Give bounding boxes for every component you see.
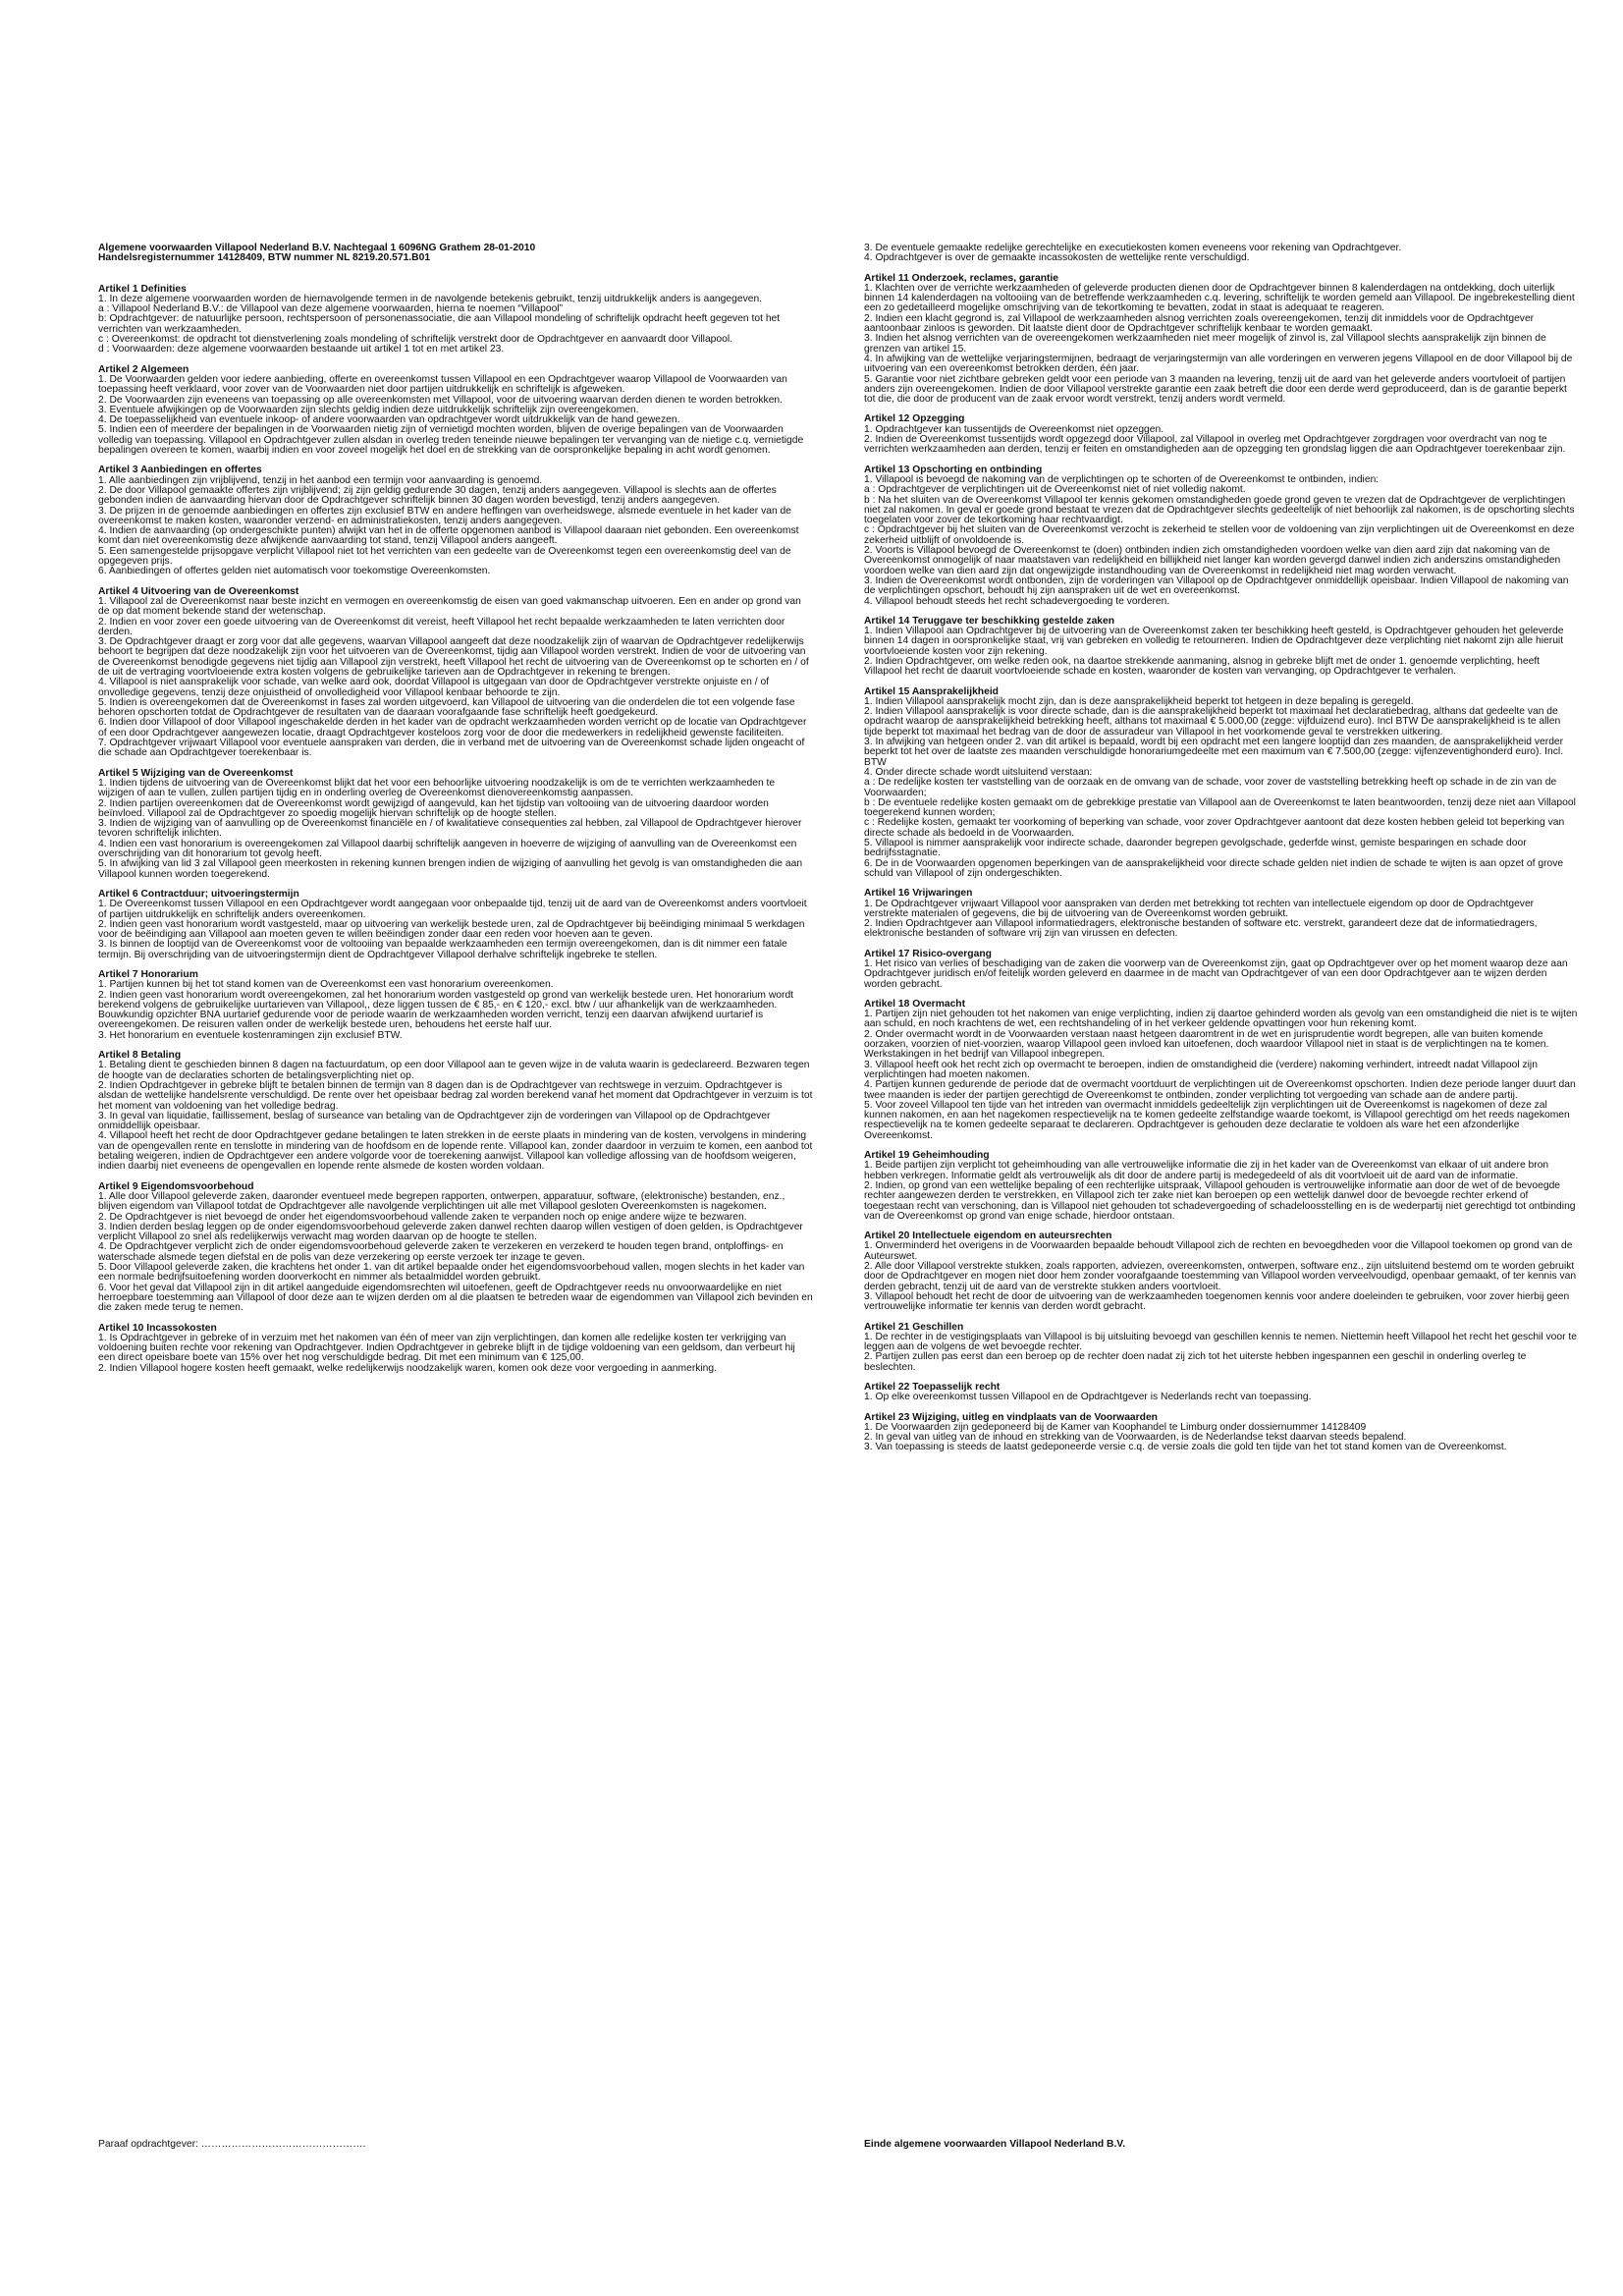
article-paragraph: 2. Indien Villapool hogere kosten heeft gemaakt, welke redelijkerwijs noodzakelijk waren, komen ook deze voor vergoeding in aanmerking. [98, 1362, 718, 1374]
article-paragraph: 2. De Voorwaarden zijn eveneens van toepassing op alle overeenkomsten met Villapool, voor de uitvoering waarvan derden dienen te worden betrokken. [98, 394, 784, 406]
article-paragraph: 1. Opdrachtgever kan tussentijds de Overeenkomst niet opzeggen. [864, 423, 1164, 435]
article-paragraph: 4. Onder directe schade wordt uitsluitend verstaan: [864, 766, 1093, 778]
article-paragraph: 1. Klachten over de verrichte werkzaamheden of geleverde producten dienen door de Opdrachtgever binnen 8 kalenderdagen na ontdekking, doch uiterlijk binnen 14 kalenderdagen na voltooiing van de betreffende werkzaamheden c.q. levering, schriftelijk te worden gemeld aan Villapool. De ingebrekestelling dient een zo gedetailleerd mogelijke omschrijving van de tekortkoming te bevatten, zodat in staat is adequaat te reageren. [864, 282, 1575, 314]
article-paragraph: 3. Van toepassing is steeds de laatst gedeponeerde versie c.q. de versie zoals die gold ten tijde van het tot stand komen van de Overeenkomst. [864, 1442, 1507, 1453]
article-paragraph: 1. Onverminderd het overigens in de Voorwaarden bepaalde behoudt Villapool zich de rechten en bevoegdheden voor die Villapool toekomen op grond van de Auteurswet. [864, 1240, 1573, 1262]
article-paragraph: 3. In geval van liquidatie, faillissement, beslag of surseance van betaling van de Opdrachtgever zijn de vorderingen van Villapool op de Opdrachtgever onmiddellijk opeisbaar. [98, 1110, 771, 1132]
article-paragraph: 7. Opdrachtgever vrijwaart Villapool voor eventuele aanspraken van derden, die in verband met de uitvoering van de Overeenkomst schade lijden ongeacht of die schade aan Opdrachtgever toerekenbaar is. [98, 738, 805, 759]
article-paragraph: 1. Betaling dient te geschieden binnen 8 dagen na factuurdatum, op een door Villapool aan te geven wijze in de valuta waarin is gedeclareerd. Bezwaren tegen de hoogte van de declaraties schorten de betalingsverplichting niet op. [98, 1060, 810, 1081]
article [98, 1051, 813, 1173]
article [864, 950, 1579, 990]
left-articles [98, 285, 813, 1374]
article [864, 1151, 1579, 1222]
article-paragraph: 1. In deze algemene voorwaarden worden de hiernavolgende termen in de navolgende betekenis gebruikt, tenzij uitdrukkelijk anders is aangegeven. [98, 293, 763, 304]
article-paragraph: 6. Aanbiedingen of offertes gelden niet automatisch voor toekomstige Overeenkomsten. [98, 566, 491, 577]
article [864, 414, 1579, 455]
article-title: Artikel 11 Onderzoek, reclames, garantie [864, 272, 1059, 284]
article-title: Artikel 2 Algemeen [98, 363, 189, 375]
article [864, 1383, 1579, 1403]
article-paragraph: 1. Beide partijen zijn verplicht tot geheimhouding van alle vertrouwelijke informatie die zij in het kader van de Overeenkomst van elkaar of uit andere bron hebben verkregen. Informatie geldt als vertrouwelijk als dit door de andere partij is medegedeeld of als dit voortvloeit uit de aard van de informatie. [864, 1160, 1549, 1181]
article-paragraph: 6. De in de Voorwaarden opgenomen beperkingen van de aansprakelijkheid voor directe schade gelden niet indien de schade te wijten is aan opzet of grove schuld van Villapool of zijn ondergeschikten. [864, 857, 1564, 879]
article [98, 465, 813, 576]
article-paragraph: 4. Opdrachtgever is over de gemaakte incassokosten de wettelijke rente verschuldigd. [864, 252, 1250, 264]
article-paragraph: 1. Indien Villapool aansprakelijk mocht zijn, dan is deze aansprakelijkheid beperkt tot hetgeen in deze bepaling is geregeld. [864, 695, 1414, 707]
article-paragraph: 1. Alle door Villapool geleverde zaken, daaronder eventueel mede begrepen rapporten, ontwerpen, apparatuur, software, (elektronische) bestanden, enz., blijven eigendom van Villapool totdat de Opdrachtgever alle navolgende verplichtingen uit alle met Villapool gesloten Overeenkomsten is nagekomen. [98, 1190, 785, 1213]
article [98, 365, 813, 457]
article [864, 465, 1579, 607]
article-paragraph: 2. Indien Opdrachtgever, om welke reden ook, na daartoe strekkende aanmaning, alsnog in gebreke blijft met de onder 1. genoemde verplichting, heeft Villapool het recht de daaruit voortvloeiende schade en kosten, waaronder de kosten van vervanging, op Opdrachtgever te verhalen. [864, 655, 1541, 678]
article-title: Artikel 18 Overmacht [864, 998, 966, 1010]
article-paragraph: 1. De Voorwaarden gelden voor iedere aanbieding, offerte en overeenkomst tussen Villapool en een Opdrachtgever waarop Villapool de Voorwaarden van toepassing heeft verklaard, voor zover van de Voorwaarden niet door partijen uitdrukkelijk en schriftelijk is afgeweken. [98, 373, 787, 396]
article-paragraph: 3. Indien het alsnog verrichten van de overeengekomen werkzaamheden niet meer mogelijk of zinvol is, zal Villapool slechts aansprakelijk zijn binnen de grenzen van artikel 15. [864, 333, 1546, 355]
article-paragraph: 3. Indien de wijziging van of aanvulling op de Overeenkomst financiële en / of kwalitatieve consequenties zal hebben, zal Villapool de Opdrachtgever hierover tevoren schriftelijk inlichten. [98, 818, 802, 840]
article-paragraph: c : Redelijke kosten, gemaakt ter voorkoming of beperking van schade, voor zover Opdrachtgever aantoont dat deze kosten hebben geleid tot beperking van directe schade als bedoeld in de Voorwaarden. [864, 817, 1565, 839]
article-paragraph: 1. Het risico van verlies of beschadiging van de zaken die voorwerp van de Overeenkomst zijn, gaat op Opdrachtgever over op het moment waarop deze aan Opdrachtgever juridisch en/of feitelijk worden geleverd en daarmee in de macht van Opdrachtgever of van een door Opdrachtgever aan te wijzen derden worden gebracht. [864, 958, 1568, 990]
article-title: Artikel 17 Risico-overgang [864, 948, 992, 959]
article-paragraph: 3. De Opdrachtgever draagt er zorg voor dat alle gegevens, waarvan Villapool aangeeft dat deze noodzakelijk zijn of waarvan de Opdrachtgever redelijkerwijs behoort te begrijpen dat deze noodzakelijk zijn voor het uitvoeren van de Overeenkomst, tijdig aan Villapool worden verstrekt. Indien de voor de uitvoering van de Overeenkomst benodigde gegevens niet tijdig aan Villapool zijn verstrekt, heeft Villapool het recht de uitvoering van de Overeenkomst op te schorten en / of de uit de vertraging voortvloeiende extra kosten volgens de gebruikelijke tarieven aan de Opdrachtgever in rekening te brengen. [98, 636, 809, 678]
article-paragraph: 2. Indien Opdrachtgever aan Villapool informatiedragers, elektronische bestanden of software etc. verstrekt, garandeert deze dat de informatiedragers, elektronische bestanden of software vrij zijn van virussen en defecten. [864, 918, 1538, 940]
article-paragraph: 2. Indien, op grond van een wettelijke bepaling of een rechterlijke uitspraak, Villapool gehouden is vertrouwelijke informatie aan door de wet of de bevoegde rechter aangewezen derden te verstrekken, en Villapool zich ter zake niet kan beroepen op een wettelijk danwel door de bevoegde rechter erkend of toegestaan recht van verschoning, dan is Villapool niet gehouden tot schadevergoeding of schadeloosstelling en is de wederpartij niet gerechtigd tot ontbinding van de Overeenkomst op grond van enige schade, hierdoor ontstaan. [864, 1179, 1576, 1222]
article-paragraph: c : Overeenkomst: de opdracht tot dienstverlening zoals mondeling of schriftelijk verstrekt door de Opdrachtgever en aanvaardt door Villapool. [98, 334, 733, 346]
article [98, 769, 813, 880]
article-paragraph: 3. De eventuele gemaakte redelijke gerechtelijke en executiekosten komen eveneens voor rekening van Opdrachtgever. [864, 243, 1402, 253]
article-title: Artikel 14 Teruggave ter beschikking gestelde zaken [864, 615, 1115, 627]
article-title: Artikel 4 Uitvoering van de Overeenkomst [98, 585, 299, 597]
article-paragraph: a : Villapool Nederland B.V.: de Villapool van deze algemene voorwaarden, hierna te noemen “Villapool” [98, 303, 564, 315]
paraaf-line: Paraaf opdrachtgever: …………………………………………. [98, 2139, 366, 2150]
article-paragraph: 5. Voor zoveel Villapool ten tijde van het intreden van overmacht inmiddels gedeeltelijk zijn verplichtingen uit de Overeenkomst is nagekomen of deze zal kunnen nakomen, en aan het nagekomen respectievelijk na te komen gedeelte zelfstandige waarde toekomt, is Villapool gerechtigd om het reeds nagekomen respectievelijk na te komen gedeelte separaat te declareren. Opdrachtgever is gehouden deze declaratie te voldoen als ware het een afzonderlijke Overeenkomst. [864, 1099, 1570, 1141]
header-line-company: Algemene voorwaarden Villapool Nederland B.V. Nachtegaal 1 6096NG Grathem 28-01-2010 [98, 243, 536, 253]
article [864, 274, 1579, 406]
article-paragraph: 2. Indien partijen overeenkomen dat de Overeenkomst wordt gewijzigd of aangevuld, kan het tijdstip van voltooiing van de uitvoering daardoor worden beïnvloed. Villapool zal de Opdrachtgever zo spoedig mogelijk hiervan schriftelijk op de hoogte stellen. [98, 797, 769, 819]
right-column [864, 244, 1579, 1463]
article [864, 1000, 1579, 1141]
article-paragraph: 4. Indien een vast honorarium is overeengekomen zal Villapool daarbij schriftelijk aangeven in hoeverre de wijziging of aanvulling van de Overeenkomst een overschrijding van dit honorarium tot gevolg heeft. [98, 838, 797, 860]
article-paragraph: a : De redelijke kosten ter vaststelling van de oorzaak en de omvang van de schade, voor zover de vaststelling betrekking heeft op schade in de zin van de Voorwaarden; [864, 777, 1557, 798]
article-paragraph: 3. Indien derden beslag leggen op de onder eigendomsvoorbehoud geleverde zaken danwel rechten daarop willen vestigen of doen gelden, is Opdrachtgever verplicht Villapool zo snel als redelijkerwijs verwacht mag worden daarvan op de hoogte te stellen. [98, 1221, 803, 1243]
article-paragraph: 1. De rechter in de vestigingsplaats van Villapool is bij uitsluiting bevoegd van geschillen kennis te nemen. Niettemin heeft Villapool het recht het geschil voor te leggen aan de volgens de wet bevoegde rechter. [864, 1331, 1577, 1353]
article-paragraph: 4. Villapool behoudt steeds het recht schadevergoeding te vorderen. [864, 595, 1170, 607]
article-paragraph: d : Voorwaarden: deze algemene voorwaarden bestaande uit artikel 1 tot en met artikel 23. [98, 344, 505, 355]
article-paragraph: b : Na het sluiten van de Overeenkomst Villapool ter kennis gekomen omstandigheden goede grond geven te vrezen dat de Opdrachtgever de verplichtingen niet zal nakomen. In geval er goede grond bestaat te vrezen dat de Opdrachtgever slechts gedeeltelijk of niet behoorlijk zal nakomen, is de opschorting slechts toegelaten voor zover de tekortkoming haar rechtvaardigt. [864, 494, 1575, 526]
article-paragraph: 1. De Opdrachtgever vrijwaart Villapool voor aanspraken van derden met betrekking tot rechten van intellectuele eigendom op door de Opdrachtgever verstrekte materialen of gegevens, die bij de uitvoering van de Overeenkomst worden gebruikt. [864, 898, 1535, 919]
article [98, 1324, 813, 1374]
article-paragraph: 1. Is Opdrachtgever in gebreke of in verzuim met het nakomen van één of meer van zijn verplichtingen, dan komen alle redelijke kosten ter verkrijging van voldoening buiten rechte voor rekening van Opdrachtgever. Indien Opdrachtgever in gebreke blijft in de tijdige voldoening van een geldsom, dan verbeurt hij een direct opeisbare boete van 15% over het nog verschuldigde bedrag. Dit met een minimum van € 125,00. [98, 1332, 795, 1364]
article-paragraph: 5. Indien een of meerdere der bepalingen in de Voorwaarden nietig zijn of vernietigd mochten worden, blijven de overige bepalingen van de Voorwaarden volledig van toepassing. Villapool en Opdrachtgever zullen alsdan in overleg treden teneinde nieuwe bepalingen ter vervanging van de nietige c.q. vernietigde bepalingen overeen te komen, waarbij indien en voor zoveel mogelijk het doel en de strekking van de oorspronkelijke bepaling in acht wordt genomen. [98, 424, 804, 457]
article-title: Artikel 7 Honorarium [98, 969, 198, 980]
article-title: Artikel 13 Opschorting en ontbinding [864, 464, 1043, 475]
article [864, 889, 1579, 939]
article-title: Artikel 21 Geschillen [864, 1321, 964, 1333]
article-paragraph: 4. Villapool is niet aansprakelijk voor schade, van welke aard ook, doordat Villapool is uitgegaan van door de Opdrachtgever verstrekte onjuiste en / of onvolledige gegevens, tenzij deze onjuistheid of onvolledigheid voor Villapool kenbaar behoorde te zijn. [98, 677, 770, 698]
article-title: Artikel 1 Definities [98, 283, 187, 295]
left-column [98, 244, 813, 1384]
end-of-terms: Einde algemene voorwaarden Villapool Nederland B.V. [864, 2139, 1126, 2150]
header-line-registration: Handelsregisternummer 14128409, BTW nummer NL 8219.20.571.B01 [98, 252, 431, 264]
article-paragraph: 1. Indien Villapool aan Opdrachtgever bij de uitvoering van de Overeenkomst zaken ter beschikking heeft gesteld, is Opdrachtgever gehouden het geleverde binnen 14 dagen in oorspronkelijke staat, vrij van gebreken en volledig te retourneren. Indien de Opdrachtgever deze verplichting niet nakomt zijn alle hieruit voortvloeiende kosten voor zijn rekening. [864, 626, 1564, 657]
article-paragraph: 3. De prijzen in de genoemde aanbiedingen en offertes zijn exclusief BTW en andere heffingen van overheidswege, alsmede eventuele in het kader van de overeenkomst te maken kosten, waaronder verzend- en administratiekosten, tenzij anders aangegeven. [98, 505, 791, 526]
article-paragraph: 4. Villapool heeft het recht de door Opdrachtgever gedane betalingen te laten strekken in de eerste plaats in mindering van de kosten, vervolgens in mindering van de opengevallen rente en tenslotte in mindering van de hoofdsom en de lopende rente. Villapool kan, zonder daardoor in verzuim te komen, een aanbod tot betaling weigeren, indien de Opdrachtgever een andere volgorde voor de toerekening aanwijst. Villapool kan volledige aflossing van de hoofdsom weigeren, indien daarbij niet eveneens de opengevallen en lopende rente alsmede de kosten worden voldaan. [98, 1130, 813, 1173]
article-paragraph: 6. Indien door Villapool of door Villapool ingeschakelde derden in het kader van de opdracht werkzaamheden worden verricht op de locatie van Opdrachtgever of een door Opdrachtgever aangewezen locatie, draagt Opdrachtgever kosteloos zorg voor de door die medewerkers in redelijkheid gewenste faciliteiten. [98, 717, 807, 738]
article-title: Artikel 10 Incassokosten [98, 1322, 217, 1334]
article [864, 617, 1579, 678]
article [864, 1231, 1579, 1312]
article-paragraph: 2. Indien een klacht gegrond is, zal Villapool de werkzaamheden alsnog verrichten zoals overeengekomen, tenzij dit inmiddels voor de Opdrachtgever aantoonbaar zinloos is geworden. Dit laatste dient door de Opdrachtgever schriftelijk kenbaar te worden gemaakt. [864, 312, 1535, 335]
article-title: Artikel 5 Wijziging van de Overeenkomst [98, 767, 294, 779]
article-paragraph: 5. Indien is overeengekomen dat de Overeenkomst in fases zal worden uitgevoerd, kan Villapool de uitvoering van die onderdelen die tot een volgende fase behoren opschorten totdat de Opdrachtgever de resultaten van de daaraan voorafgaande fase schriftelijk heeft goedgekeurd. [98, 696, 795, 719]
article-paragraph: 4. De toepasselijkheid van eventuele inkoop- of andere voorwaarden van opdrachtgever wordt uitdrukkelijk van de hand gewezen. [98, 414, 680, 426]
article-paragraph: 5. Door Villapool geleverde zaken, die krachtens het onder 1. van dit artikel bepaalde onder het eigendomsvoorbehoud vallen, mogen slechts in het kader van een normale bedrijfsuitoefening worden doorverkocht en nimmer als betaalmiddel worden gebruikt. [98, 1262, 805, 1284]
article [98, 285, 813, 355]
article-title: Artikel 15 Aansprakelijkheid [864, 685, 999, 697]
article-paragraph: 4. De Opdrachtgever verplicht zich de onder eigendomsvoorbehoud geleverde zaken te verzekeren en verzekerd te houden tegen brand, ontploffings- en waterschade alsmede tegen diefstal en de polis van deze verzekering op eerste verzoek ter inzage te geven. [98, 1241, 784, 1263]
article-paragraph: 1. Partijen zijn niet gehouden tot het nakomen van enige verplichting, indien zij daartoe gehinderd worden als gevolg van een omstandigheid die niet is te wijten aan schuld, en noch krachtens de wet, een rechtshandeling of in het verkeer geldende opvattingen voor hun rekening komt. [864, 1009, 1578, 1030]
article-paragraph: c : Opdrachtgever bij het sluiten van de Overeenkomst verzocht is zekerheid te stellen voor de voldoening van zijn verplichtingen uit de Overeenkomst en deze zekerheid uitblijft of onvoldoende is. [864, 524, 1575, 546]
article [864, 1323, 1579, 1373]
article-paragraph: 3. Eventuele afwijkingen op de Voorwaarden zijn slechts geldig indien deze uitdrukkelijk schriftelijk zijn overeengekomen. [98, 404, 639, 415]
article-title: Artikel 9 Eigendomsvoorbehoud [98, 1180, 254, 1192]
article-paragraph: 3. Villapool heeft ook het recht zich op overmacht te beroepen, indien de omstandigheid die (verdere) nakoming verhindert, intreedt nadat Villapool zijn verplichtingen had moeten nakomen. [864, 1059, 1538, 1080]
article [864, 687, 1579, 880]
article-paragraph: 2. De Opdrachtgever is niet bevoegd de onder het eigendomsvoorbehoud vallende zaken te verpanden noch op enige andere wijze te bezwaren. [98, 1211, 747, 1223]
article-paragraph: 1. Villapool is bevoegd de nakoming van de verplichtingen op te schorten of de Overeenkomst te ontbinden, indien: [864, 473, 1380, 485]
article-paragraph: 1. Indien tijdens de uitvoering van de Overeenkomst blijkt dat het voor een behoorlijke uitvoering noodzakelijk is om de te verrichten werkzaamheden te wijzigen of aan te vullen, zullen partijen tijdig en in onderling overleg de Overeenkomst dienovereenkomstig aanpassen. [98, 777, 776, 799]
article-title: Artikel 19 Geheimhouding [864, 1150, 990, 1162]
article-paragraph: 2. Indien geen vast honorarium wordt vastgesteld, maar op uitvoering van werkelijk bestede uren, zal de Opdrachtgever bij beëindiging minimaal 5 werkdagen voor de beëindiging aan Villapool aan moeten geven te willen beëindigen zonder daar een reden voor hoeven aan te geven. [98, 918, 805, 941]
article-paragraph: 5. Een samengestelde prijsopgave verplicht Villapool niet tot het verrichten van een gedeelte van de Overeenkomst tegen een overeenkomstig deel van de opgegeven prijs. [98, 545, 791, 568]
article-paragraph: 2. Onder overmacht wordt in de Voorwaarden verstaan naast hetgeen daaromtrent in de wet en jurisprudentie wordt begrepen, alle van buiten komende oorzaken, voorzien of niet-voorzien, waarop Villapool geen invloed kan uitoefenen, doch waardoor Villapool niet in staat is de verplichtingen na te komen. Werkstakingen in het bedrijf van Villapool inbegrepen. [864, 1028, 1549, 1061]
article-title: Artikel 6 Contractduur; uitvoeringstermijn [98, 888, 299, 900]
article-paragraph: 2. In geval van uitleg van de inhoud en strekking van de Voorwaarden, is de Nederlandse tekst daarvan steeds bepalend. [864, 1432, 1407, 1444]
article-paragraph: 2. Indien de Overeenkomst tussentijds wordt opgezegd door Villapool, zal Villapool in overleg met Opdrachtgever zorgdragen voor overdracht van nog te verrichten werkzaamheden aan derden, tenzij er feiten en omstandigheden aan de opzegging ten grondslag liggen die aan Opdrachtgever toerekenbaar zijn. [864, 434, 1566, 456]
article-paragraph: 1. Villapool zal de Overeenkomst naar beste inzicht en vermogen en overeenkomstig de eisen van goed vakmanschap uitvoeren. Een en ander op grond van de op dat moment bekende stand der wetenschap. [98, 595, 801, 618]
article-title: Artikel 8 Betaling [98, 1050, 182, 1062]
article-paragraph: 2. Indien en voor zover een goede uitvoering van de Overeenkomst dit vereist, heeft Villapool het recht bepaalde werkzaamheden te laten verrichten door derden. [98, 616, 785, 637]
article-paragraph: 1. Partijen kunnen bij het tot stand komen van de Overeenkomst een vast honorarium overeenkomen. [98, 979, 554, 991]
article-title: Artikel 12 Opzegging [864, 413, 965, 425]
article-paragraph: 2. De door Villapool gemaakte offertes zijn vrijblijvend; zij zijn geldig gedurende 30 dagen, tenzij anders aangegeven. Villapool is slechts aan de offertes gebonden indien de aanvaarding hiervan door de Opdrachtgever schriftelijk binnen 30 dagen worden bevestigd, tenzij anders aangegeven. [98, 484, 777, 507]
article-paragraph: 2. Partijen zullen pas eerst dan een beroep op de rechter doen nadat zij zich tot het uiterste hebben ingespannen een geschil in onderling overleg te beslechten. [864, 1351, 1527, 1373]
article-paragraph: 4. Partijen kunnen gedurende de periode dat de overmacht voortduurt de verplichtingen uit de Overeenkomst opschorten. Indien deze periode langer duurt dan twee maanden is ieder der partijen gerechtigd de Overeenkomst te ontbinden, zonder verplichting tot vergoeding van schade aan de andere partij. [864, 1079, 1576, 1101]
article-paragraph: 6. Voor het geval dat Villapool zijn in dit artikel aangeduide eigendomsrechten wil uitoefenen, geeft de Opdrachtgever reeds nu onvoorwaardelijke en niet herroepbare toestemming aan Villapool of door deze aan te wijzen derden om al die plaatsen te betreden waar de eigendommen van Villapool zich bevinden en die zaken mede terug te nemen. [98, 1282, 813, 1314]
article-paragraph: 3. In afwijking van hetgeen onder 2. van dit artikel is bepaald, wordt bij een opdracht met een langere looptijd dan zes maanden, de aansprakelijkheid verder beperkt tot het over de laatste zes maanden verschuldigde honorariumgedeelte met een maximum van € 7.500,00 (zegge: vijfenzeventighonderd euro). Incl. BTW [864, 737, 1564, 768]
article-title: Artikel 3 Aanbiedingen en offertes [98, 465, 262, 476]
right-articles [864, 274, 1579, 1453]
article-paragraph: 2. Indien Villapool aansprakelijk is voor directe schade, dan is die aansprakelijkheid beperkt tot maximaal het declaratiebedrag, althans dat gedeelte van de opdracht waarop de aansprakelijkheid betrekking heeft, althans tot maximaal € 5.000,00 (zegge: vijfduizend euro). Incl BTW De aansprakelijkheid is te allen tijde beperkt tot maximaal het bedrag van de door de assuradeur van Villapool in het voorkomende geval te verstrekken uitkering. [864, 706, 1561, 738]
article-paragraph: 3. Villapool behoudt het recht de door de uitvoering van de werkzaamheden toegenomen kennis voor andere doeleinden te gebruiken, voor zover hierbij geen vertrouwelijke informatie ter kennis van derden wordt gebracht. [864, 1290, 1570, 1313]
article-title: Artikel 23 Wijziging, uitleg en vindplaats van de Voorwaarden [864, 1411, 1158, 1423]
article-paragraph: 2. Alle door Villapool verstrekte stukken, zoals rapporten, adviezen, overeenkomsten, ontwerpen, software enz., zijn uitsluitend bestemd om te worden gebruikt door de Opdrachtgever en mogen niet door hem zonder voorafgaande toestemming van Villapool worden verveelvoudigd, openbaar gemaakt, of ter kennis van derden gebracht, tenzij uit de aard van de verstrekte stukken anders voortvloeit. [864, 1261, 1577, 1292]
continued-article-10 [864, 244, 1579, 264]
article-paragraph: 4. In afwijking van de wettelijke verjaringstermijnen, bedraagt de verjaringstermijn van alle vorderingen en verweren jegens Villapool en de door Villapool bij de uitvoering van een overeenkomst betrokken derden, één jaar. [864, 353, 1573, 375]
article-paragraph: 5. In afwijking van lid 3 zal Villapool geen meerkosten in rekening kunnen brengen indien de wijziging of aanvulling het gevolg is van omstandigheden die aan Villapool kunnen worden toegerekend. [98, 858, 803, 880]
article-title: Artikel 22 Toepasselijk recht [864, 1381, 1001, 1393]
article-paragraph: 1. De Overeenkomst tussen Villapool en een Opdrachtgever wordt aangegaan voor onbepaalde tijd, tenzij uit de aard van de Overeenkomst anders voortvloeit of partijen uitdrukkelijk en schriftelijk anders overeenkomen. [98, 899, 807, 920]
article-paragraph: 2. Indien Opdrachtgever in gebreke blijft te betalen binnen de termijn van 8 dagen dan is de Opdrachtgever van rechtswege in verzuim. Opdrachtgever is alsdan de wettelijke handelsrente verschuldigd. De rente over het opeisbaar bedrag zal worden berekend vanaf het moment dat Opdrachtgever in verzuim is tot het moment van voldoening van het volledige bedrag. [98, 1079, 813, 1112]
article-paragraph: 3. Is binnen de looptijd van de Overeenkomst voor de voltooiing van bepaalde werkzaamheden een termijn overeengekomen, dan is dit nimmer een fatale termijn. Bij overschrijding van de uitvoeringstermijn dient de Opdrachtgever Villapool derhalve schriftelijk ingebreke te stellen. [98, 939, 787, 960]
document-header [98, 244, 813, 264]
article-paragraph: 1. De Voorwaarden zijn gedeponeerd bij de Kamer van Koophandel te Limburg onder dossiernummer 14128409 [864, 1421, 1367, 1433]
article [864, 1413, 1579, 1453]
article-paragraph: 2. Voorts is Villapool bevoegd de Overeenkomst te (doen) ontbinden indien zich omstandigheden voordoen welke van dien aard zijn dat nakoming van de Overeenkomst onmogelijk of naar maatstaven van redelijkheid en billijkheid niet langer kan worden gevergd danwel indien zich anderszins omstandigheden voordoen welke van dien aard zijn dat ongewijzigde instandhouding van de Overeenkomst in redelijkheid niet mag worden verwacht. [864, 545, 1561, 576]
article-paragraph: 3. Indien de Overeenkomst wordt ontbonden, zijn de vorderingen van Villapool op de Opdrachtgever onmiddellijk opeisbaar. Indien Villapool de nakoming van de verplichtingen opschort, behoudt hij zijn aanspraken uit de wet en overeenkomst. [864, 574, 1569, 597]
article [98, 970, 813, 1041]
article-paragraph: 5. Garantie voor niet zichtbare gebreken geldt voor een periode van 3 maanden na levering, tenzij uit de aard van het geleverde anders voortvloeit of partijen anders zijn overeengekomen. Indien de door Villapool verstrekte garantie een zaak betreft die door een derde werd geproduceerd, dan is de garantie beperkt tot die, die door de producent van de zaak ervoor wordt verstrekt, tenzij anders wordt vermeld. [864, 373, 1567, 406]
article-title: Artikel 16 Vrijwaringen [864, 888, 973, 900]
article-paragraph: 3. Het honorarium en eventuele kostenramingen zijn exclusief BTW. [98, 1029, 403, 1041]
article [98, 890, 813, 960]
article-paragraph: 1. Alle aanbiedingen zijn vrijblijvend, tenzij in het aanbod een termijn voor aanvaarding is genoemd. [98, 474, 543, 486]
article-title: Artikel 20 Intellectuele eigendom en auteursrechten [864, 1230, 1112, 1242]
article-paragraph: a : Opdrachtgever de verplichtingen uit de Overeenkomst niet of niet volledig nakomt. [864, 484, 1246, 496]
article-paragraph: 4. Indien de aanvaarding (op ondergeschikte punten) afwijkt van het in de offerte opgenomen aanbod is Villapool daaraan niet gebonden. Een overeenkomst komt dan niet overeenkomstig deze afwijkende aanvaarding tot stand, tenzij Villapool anders aangeeft. [98, 525, 799, 547]
article [98, 587, 813, 759]
article-paragraph: b : De eventuele redelijke kosten gemaakt om de gebrekkige prestatie van Villapool aan de Overeenkomst te laten beantwoorden, tenzij deze niet aan Villapool toegerekend kunnen worden; [864, 796, 1576, 819]
article-paragraph: 2. Indien geen vast honorarium wordt overeengekomen, zal het honorarium worden vastgesteld op grond van werkelijk bestede uren. Het honorarium wordt berekend volgens de gebruikelijke uurtarieven van Villapool,, deze liggen tussen de € 85,- en € 120,- excl. btw / uur afhankelijk van de werkzaamheden. Bouwkundig opzichter BNA uurtarief gedurende voor de periode waarin de werkzaamheden worden verricht, tenzij een daarvan afwijkend uurtarief is overeengekomen. De reisuren vallen onder de werkelijk bestede uren, behoudens het eerste half uur. [98, 989, 794, 1031]
article-paragraph: b: Opdrachtgever: de natuurlijke persoon, rechtspersoon of personenassociatie, die aan Villapool mondeling of schriftelijk opdracht heeft gegeven tot het verrichten van werkzaamheden. [98, 313, 781, 335]
article [98, 1182, 813, 1314]
article-paragraph: 1. Op elke overeenkomst tussen Villapool en de Opdrachtgever is Nederlands recht van toepassing. [864, 1392, 1312, 1403]
article-paragraph: 5. Villapool is nimmer aansprakelijk voor indirecte schade, daaronder begrepen gevolgschade, gederfde winst, gemiste besparingen en schade door bedrijfsstagnatie. [864, 838, 1527, 859]
